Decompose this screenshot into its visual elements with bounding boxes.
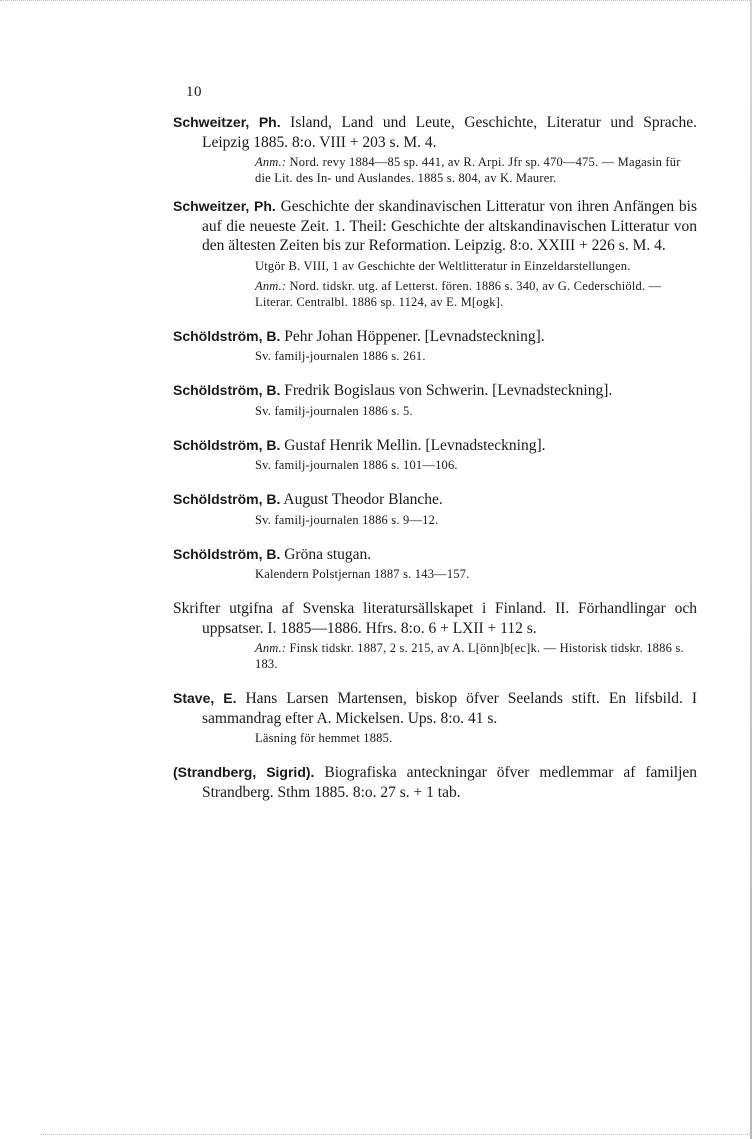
- note-text: Sv. familj-journalen 1886 s. 101—106.: [255, 458, 458, 472]
- entry-author: Schweitzer, Ph.: [173, 198, 276, 214]
- entry-note: [173, 154, 697, 186]
- entry-citation: [173, 490, 697, 510]
- entry-note: [173, 258, 697, 274]
- entry-title: Biografiska anteckningar öfver medlemmar af familjen Strandberg. Sthm 1885. 8:o. 27 s. + 1 tab.: [202, 764, 698, 801]
- scan-edge-bottom: [40, 1134, 752, 1137]
- entry-note: [173, 348, 697, 364]
- note-text: Finsk tidskr. 1887, 2 s. 215, av A. L[önn]b[ec]k. — Historisk tidskr. 1886 s. 183.: [255, 641, 684, 671]
- scan-edge-top: [0, 0, 752, 3]
- entry-citation: [173, 545, 697, 565]
- bibliography-entry: [173, 545, 697, 583]
- entry-note: [173, 403, 697, 419]
- note-text: Sv. familj-journalen 1886 s. 261.: [255, 349, 426, 363]
- entry-author: Stave, E.: [173, 690, 237, 706]
- bibliography-entry: [173, 381, 697, 419]
- bibliography-entry: [173, 197, 697, 310]
- note-text: Nord. tidskr. utg. af Letterst. fören. 1886 s. 340, av G. Cederschiöld. — Literar. Centralbl. 1886 sp. 1124, av E. M[ogk].: [255, 278, 662, 309]
- bibliography-entries: [173, 113, 697, 813]
- entry-author: Schöldström, B.: [173, 382, 281, 398]
- entry-note: [173, 730, 697, 746]
- entry-author: Schöldström, B.: [173, 545, 281, 562]
- entry-title: Hans Larsen Martensen, biskop öfver Seelands stift. En lifsbild. I sammandrag efter A. Mickelsen. Ups. 8:o. 41 s.: [202, 690, 698, 727]
- entry-citation: [173, 436, 697, 456]
- entry-author: (Strandberg, Sigrid).: [173, 764, 315, 780]
- note-label: Anm.:: [255, 278, 287, 293]
- bibliography-entry: [173, 763, 697, 802]
- entry-author: Schweitzer, Ph.: [173, 114, 281, 130]
- note-text: Sv. familj-journalen 1886 s. 5.: [255, 403, 413, 418]
- entry-citation: [173, 381, 697, 401]
- bibliography-entry: [173, 599, 697, 672]
- note-text: Nord. revy 1884—85 sp. 441, av R. Arpi. Jfr sp. 470—475. — Magasin für die Lit. des In- und Auslandes. 1885 s. 804, av K. Maurer.: [255, 155, 681, 185]
- page-number: 10: [186, 84, 202, 100]
- bibliography-entry: [173, 436, 697, 474]
- bibliography-entry: [173, 113, 697, 186]
- note-text: Utgör B. VIII, 1 av Geschichte der Weltlitteratur in Einzeldarstellungen.: [255, 258, 631, 273]
- entry-title: Pehr Johan Höppener. [Levnadsteckning].: [284, 327, 545, 345]
- bibliography-entry: [173, 689, 697, 746]
- entry-title: Gröna stugan.: [284, 545, 372, 563]
- entry-title: August Theodor Blanche.: [283, 491, 443, 508]
- entry-title: Gustaf Henrik Mellin. [Levnadsteckning].: [284, 436, 546, 454]
- note-label: Anm.:: [255, 155, 287, 169]
- note-text: Kalendern Polstjernan 1887 s. 143—157.: [255, 567, 470, 581]
- entry-note: [173, 512, 697, 528]
- entry-author: Schöldström, B.: [173, 436, 281, 453]
- entry-author: Schöldström, B.: [173, 327, 281, 344]
- note-label: Anm.:: [255, 641, 287, 655]
- bibliography-entry: [173, 327, 697, 365]
- entry-title: Fredrik Bogislaus von Schwerin. [Levnadsteckning].: [284, 382, 613, 399]
- bibliography-entry: [173, 490, 697, 528]
- entry-citation: [173, 599, 697, 638]
- entry-citation: [173, 327, 697, 347]
- note-text: Sv. familj-journalen 1886 s. 9—12.: [255, 512, 439, 527]
- entry-title: Skrifter utgifna af Svenska literatursällskapet i Finland. II. Förhandlingar och uppsatser. I. 1885—1886. Hfrs. 8:o. 6 + LXII + 112 s.: [173, 600, 697, 637]
- entry-citation: [173, 197, 697, 256]
- entry-title: Island, Land und Leute, Geschichte, Literatur und Sprache. Leipzig 1885. 8:o. VIII + 203 s. M. 4.: [202, 114, 697, 151]
- entry-note: [173, 278, 697, 310]
- entry-note: [173, 566, 697, 582]
- entry-author: Schöldström, B.: [173, 491, 281, 507]
- entry-citation: [173, 763, 697, 802]
- entry-title: Geschichte der skandinavischen Litteratur von ihren Anfängen bis auf die neueste Zeit. 1. Theil: Geschichte der altskandinavischen Litteratur von den ältesten Zeiten bis zur Reformation. Leipzig. 8:o. XXIII + 226 s. M. 4.: [202, 198, 697, 254]
- entry-note: [173, 457, 697, 473]
- entry-citation: [173, 689, 697, 728]
- note-text: Läsning för hemmet 1885.: [255, 731, 393, 745]
- entry-note: [173, 640, 697, 672]
- entry-citation: [173, 113, 697, 152]
